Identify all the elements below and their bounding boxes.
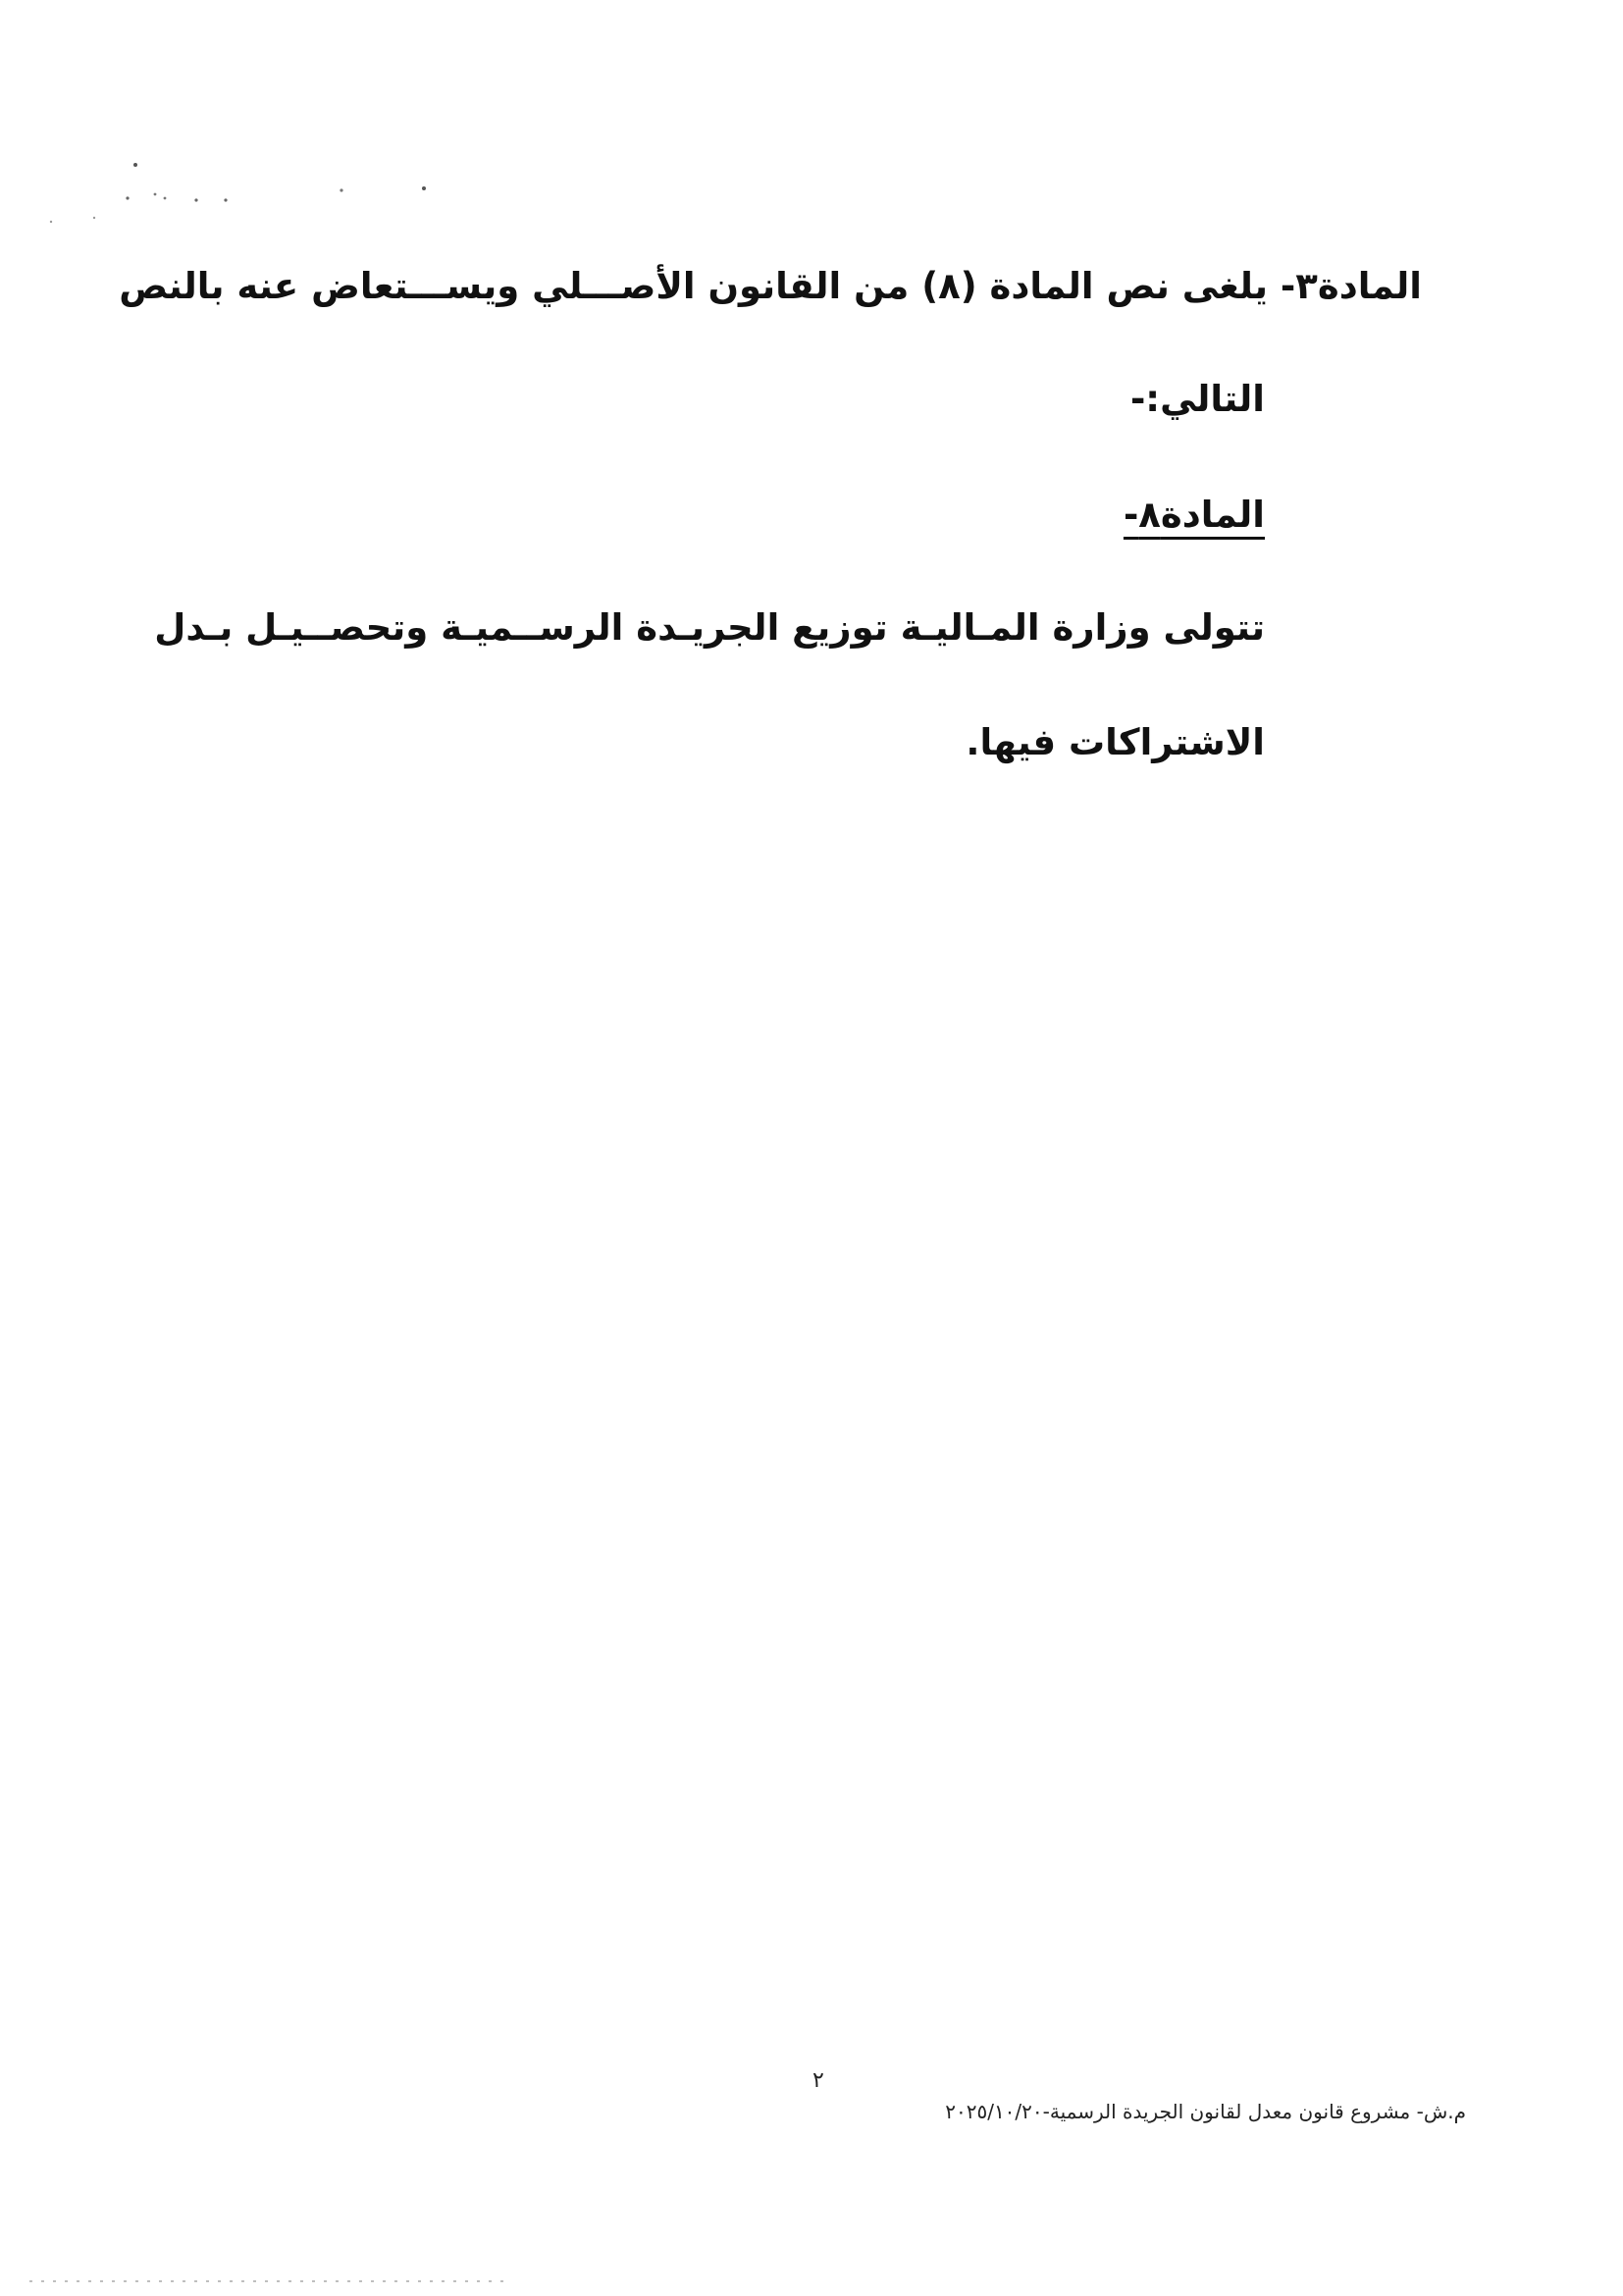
article-8-heading: المادة٨-	[1123, 494, 1265, 536]
article-8-line-2: الاشتراكات فيها.	[966, 721, 1265, 763]
page-number: ٢	[812, 2068, 824, 2093]
scan-specks	[39, 147, 451, 226]
article-3-line-1: المادة٣- يلغى نص المادة (٨) من القانون الأصـــلي ويســـتعاض عنه بالنص	[119, 265, 1422, 307]
article-3-line-2: التالي:-	[1129, 378, 1265, 420]
footer-text: م.ش- مشروع قانون معدل لقانون الجريدة الرسمية-٢٠٢٥/١٠/٢٠	[945, 2100, 1466, 2123]
article-8-line-1: تتولى وزارة المـاليـة توزيع الجريـدة الرســميـة وتحصــيـل بـدل	[154, 606, 1265, 649]
scan-edge-dots	[0, 2276, 550, 2286]
